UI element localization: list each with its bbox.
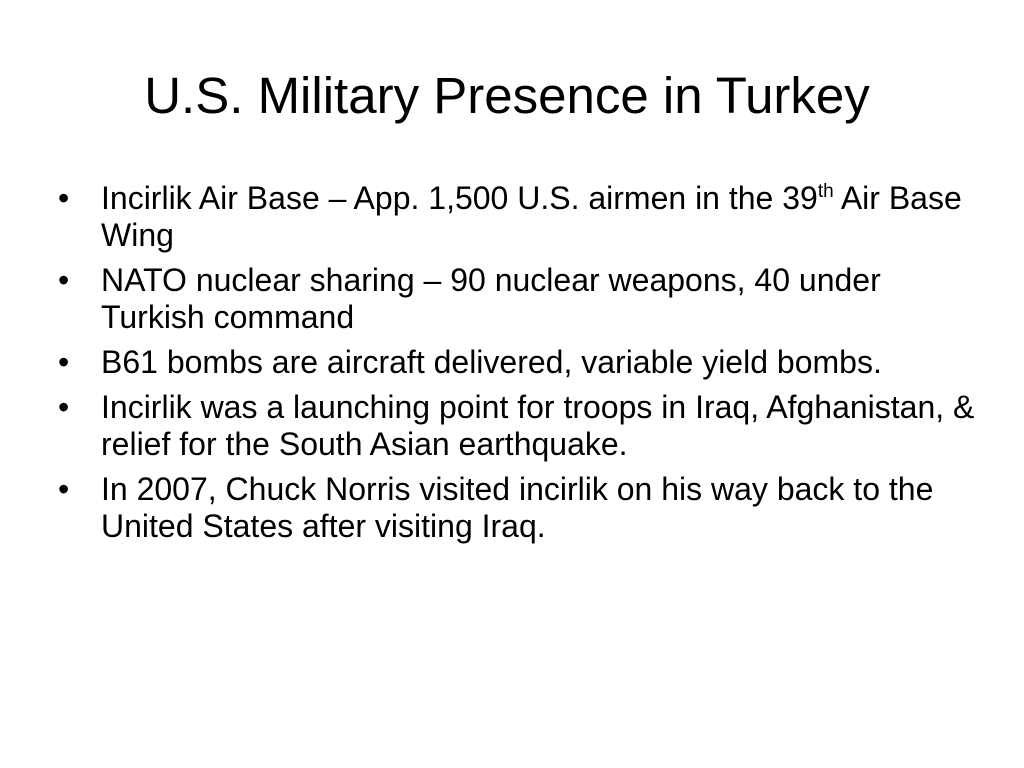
bullet-text: Incirlik was a launching point for troops in Iraq, Afghanistan, & relief for the South Asian earthquake.: [101, 389, 975, 462]
ordinal-superscript: th: [817, 181, 834, 202]
bullet-list: [52, 180, 982, 553]
bullet-item: [52, 471, 982, 545]
bullet-item: [52, 389, 982, 463]
bullet-text-continued: Air Base Wing: [101, 180, 962, 253]
bullet-point-icon: •: [58, 180, 70, 216]
bullet-item: [52, 344, 982, 381]
bullet-point-icon: •: [58, 344, 70, 380]
bullet-item: [52, 262, 982, 336]
bullet-point-icon: •: [58, 389, 70, 425]
bullet-point-icon: •: [58, 262, 70, 298]
bullet-text: B61 bombs are aircraft delivered, variable yield bombs.: [101, 344, 882, 380]
bullet-text: Incirlik Air Base – App. 1,500 U.S. airmen in the 39: [101, 180, 818, 216]
bullet-item: [52, 180, 982, 254]
bullet-point-icon: •: [58, 471, 70, 507]
bullet-text: In 2007, Chuck Norris visited incirlik on his way back to the United States after visiting Iraq.: [101, 471, 934, 544]
bullet-text: NATO nuclear sharing – 90 nuclear weapons, 40 under Turkish command: [101, 262, 881, 335]
slide-title: U.S. Military Presence in Turkey: [144, 67, 870, 124]
